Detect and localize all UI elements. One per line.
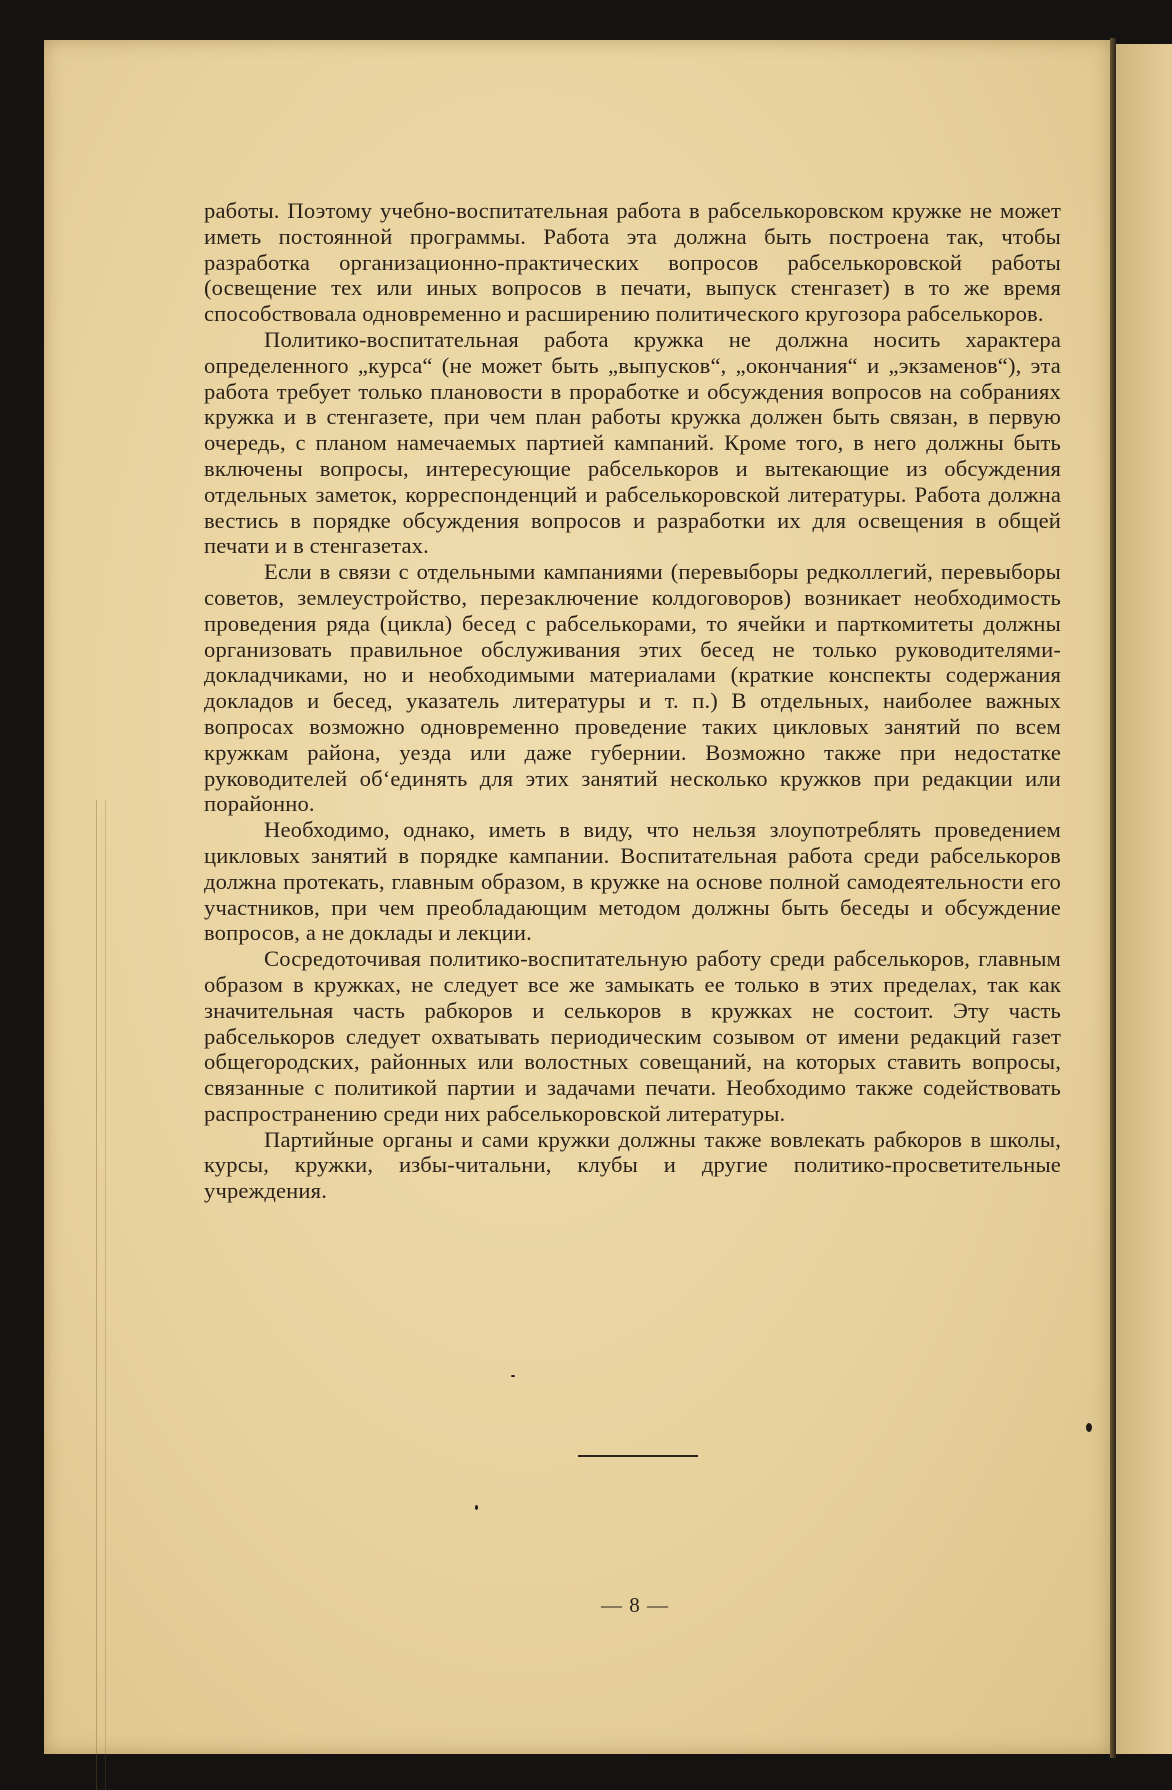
page-edge-lines (96, 800, 106, 1790)
adjacent-page-edge (1116, 44, 1172, 1754)
paragraph: Политико-воспитательная работа кружка не должна носить характера определенного „курса“ (не может быть „выпусков“, „окончания“ и „экзаменов“), эта работа требует только плановости в проработке и обсуждения вопросов на собраниях кружка и в стенгазете, при чем план работы кружка должен быть связан, в первую очередь, с планом намечаемых партией кампаний. Кроме того, в него должны быть включены вопросы, интересующие рабселькоров и вытекающие из обсуждения отдельных заметок, корреспонденций и рабселькоровской литературы. Работа должна вестись в порядке обсуждения вопросов и разработки их для освещения в общей печати и в стенгазетах. (204, 326, 1061, 559)
paragraph: Необходимо, однако, иметь в виду, что нельзя злоупотреблять проведением цикловых занятий в порядке кампании. Воспитательная работа среди рабселькоров должна протекать, главным образом, в кружке на основе полной самодеятельности его участников, при чем преобладающим методом должны быть беседы и обсуждение вопросов, а не доклады и лекции. (204, 817, 1061, 946)
ink-speck (475, 1505, 478, 1510)
paragraph: Сосредоточивая политико-воспитательную работу среди рабселькоров, главным образом в кружках, не следует все же замыкать ее только в этих пределах, так как значительная часть рабкоров и селькоров в кружках не состоит. Эту часть рабселькоров следует охватывать периодическим созывом от имени редакций газет общегородских, районных или волостных совещаний, на которых ставить вопросы, связанные с политикой партии и задачами печати. Необходимо также содействовать распространению среди них рабселькоровской литературы. (204, 946, 1061, 1126)
body-text (204, 198, 1061, 1204)
page-number: — 8 — (601, 1593, 669, 1617)
paragraph: Партийные органы и сами кружки должны также вовлекать рабкоров в школы, курсы, кружки, избы-читальни, клубы и другие политико-просветительные учреждения. (204, 1126, 1061, 1204)
paragraph: работы. Поэтому учебно-воспитательная работа в рабселькоровском кружке не может иметь постоянной программы. Работа эта должна быть построена так, чтобы разработка организационно-практических вопросов рабселькоровской работы (освещение тех или иных вопросов в печати, выпуск стенгазет) в то же время способствовала одновременно и расширению политического кругозора рабселькоров. (204, 198, 1061, 327)
ink-speck (511, 1375, 515, 1377)
section-end-rule (578, 1455, 698, 1457)
paragraph: Если в связи с отдельными кампаниями (перевыборы редколлегий, перевыборы советов, землеустройство, перезаключение колдоговоров) возникает необходимость проведения ряда (цикла) бесед с рабселькорами, то ячейки и парткомитеты должны организовать правильное обслуживания этих бесед не только руководителями-докладчиками, но и необходимыми материалами (краткие конспекты содержания докладов и бесед, указатель литературы и т. п.) В отдельных, наиболее важных вопросах возможно одновременно проведение таких цикловых занятий по всем кружкам района, уезда или даже губернии. Возможно также при недостатке руководителей об‘единять для этих занятий несколько кружков при редакции или порайонно. (204, 559, 1061, 817)
ink-speck (1086, 1423, 1092, 1432)
